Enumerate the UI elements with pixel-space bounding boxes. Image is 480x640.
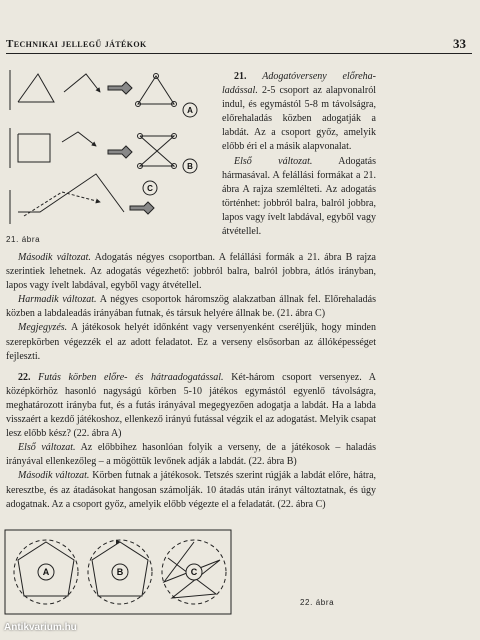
running-head: Technikai jellegű játékok <box>6 38 147 50</box>
figure-22 <box>4 528 234 616</box>
figure-22-marker-b: B <box>116 567 124 577</box>
section-22-v2-text: Körben futnak a játékosok. Tetszés szerint rúgják a labdát előre, hátra, keresztbe, és az átadásokat hangosan számolják. 10 átadás után irányt változtatnak, és úgy adogatnak. Az a csoport győz, amelyik előbb végezte el a feladatát. (22. ábra C) <box>6 470 377 510</box>
big-arrow-b <box>108 146 132 158</box>
figure-21-marker-a: A <box>187 106 193 115</box>
section-21-title: Adogatóverseny előreha-ladással. <box>222 71 376 97</box>
triangle-start-a <box>18 74 54 102</box>
figure-22-drawing <box>4 528 234 616</box>
section-22-v1-title: Első változat. <box>18 442 76 454</box>
section-22-text: Két-három csoport versenyez. A középkörhöz hasonló nagyságú körben 5-10 játékos egymástól egyenlő távolságra, meghatározott irányba fut, és a futás irányával megegyezően adogatja a labdát. Ha a labda visszaért a kezdő játékoshoz, ellenkező irányú futással végzik el az adogatást. Melyik csapat lesz előbb kész? (22. ábra A) <box>6 371 376 440</box>
section-21-v2-text: Adogatás négyes csoportban. A felállási formák a 21. ábra B rajza szerintiek lehetnek. Az adogatás végezhető: jobbról balra, balról jobbra, átlós irányban, lapos vagy ívelt labdával, egyből vagy átvétellel. <box>6 252 376 292</box>
section-22-v2-title: Második változat. <box>18 470 90 482</box>
section-21-v1-title: Első változat. <box>234 155 313 167</box>
square-start-b <box>18 134 50 162</box>
section-22-number: 22. <box>18 371 31 383</box>
figure-21-caption: 21. ábra <box>6 235 41 244</box>
pass-arrow-a <box>64 74 100 92</box>
section-21-text: 2-5 csoport az alapvonalról indul, és egymástól 5-8 m távolságra, előrehaladás közben adogatják a labdát. Az a csoport győz, amelyik előbb éri el a másik alapvonalat. <box>222 85 376 153</box>
cross-pattern-b <box>140 136 174 166</box>
header-rule <box>6 53 472 54</box>
figure-21-marker-b: B <box>187 162 193 171</box>
page-header <box>6 36 472 52</box>
figure-21-marker-c: C <box>147 184 153 193</box>
figure-22-marker-c: C <box>190 567 198 577</box>
figure-21-drawing <box>4 62 204 230</box>
section-21-v3-title: Harmadik változat. <box>18 294 97 306</box>
figure-22-marker-a: A <box>42 567 50 577</box>
pass-arrow-b <box>62 132 96 146</box>
section-21-v3-text: A négyes csoportok háromszög alakzatban állnak fel. Előrehaladás közben a labdaleadás irányában futnak, és társuk helyére állnak be. (21. ábra C) <box>6 294 377 320</box>
page-number: 33 <box>453 36 466 51</box>
watermark: Antikvarium.hu <box>4 622 77 633</box>
section-21-v1-text: Adogatás hármasával. A felállási formákat a 21. ábra A rajza szemlélteti. Az adogatás történhet: jobbról balra, balról jobbra, lapos vagy ívelt labdával, egyből vagy átvétellel. <box>222 155 376 238</box>
triangle-path-c <box>18 174 124 212</box>
triangle-end-a <box>138 76 174 104</box>
big-arrow-c <box>130 202 154 214</box>
figure-21 <box>4 62 204 230</box>
section-21-note-text: A játékosok helyét időnként vagy versenyenként cseréljük, hogy minden szerepkörben végezzék el az adott feladatot. Ez a verseny elsősorban az állóképességet fejleszti. <box>6 322 376 362</box>
section-21-number: 21. <box>234 71 247 82</box>
section-21-v2-title: Második változat. <box>18 252 91 263</box>
section-22-title: Futás körben előre- és hátraadogatással. <box>38 371 224 383</box>
section-22-v1-text: Az előbbihez hasonlóan folyik a verseny, de a játékosok – haladás irányával ellenkezőleg – a mögöttük levőnek adják a labdát. (22. ábra B) <box>6 442 376 468</box>
main-text <box>6 251 376 512</box>
big-arrow-a <box>108 82 132 94</box>
figure-22-caption: 22. ábra <box>300 598 335 607</box>
section-21-note-title: Megjegyzés. <box>18 322 68 334</box>
section-21-lead <box>222 70 376 239</box>
